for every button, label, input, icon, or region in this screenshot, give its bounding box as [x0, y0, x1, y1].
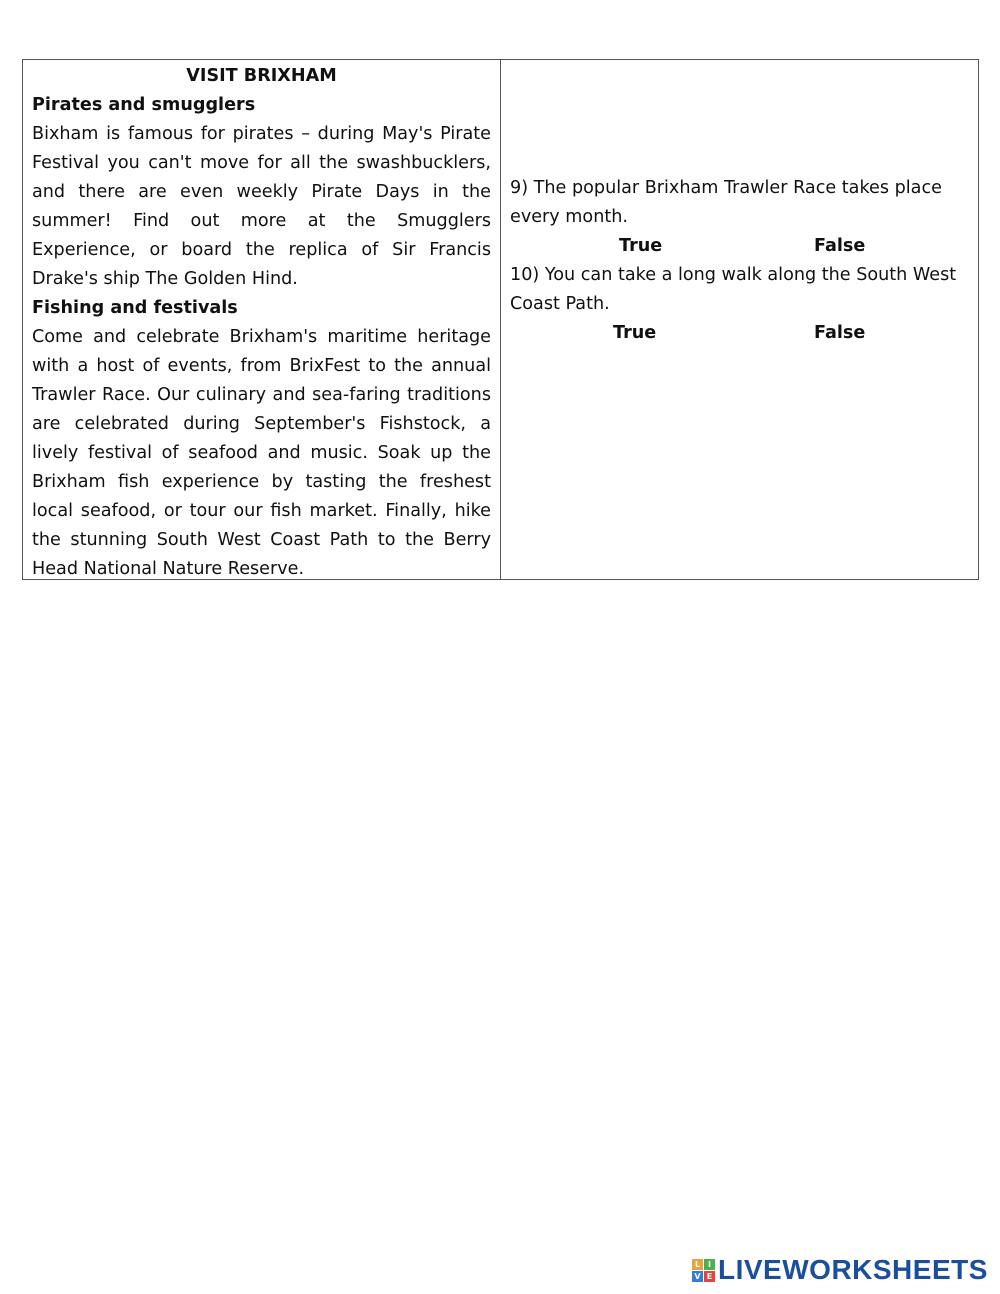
section-heading-fishing: Fishing and festivals	[32, 298, 238, 318]
false-option[interactable]: False	[814, 236, 866, 256]
logo-mark-v: V	[692, 1271, 703, 1282]
false-option[interactable]: False	[814, 323, 866, 343]
liveworksheets-logo	[692, 1254, 988, 1286]
logo-mark-e: E	[704, 1271, 715, 1282]
true-option[interactable]: True	[613, 323, 657, 343]
true-option[interactable]: True	[619, 236, 663, 256]
logo-mark-l: L	[692, 1259, 703, 1270]
logo-mark-i: I	[704, 1259, 715, 1270]
worksheet-table	[22, 59, 979, 580]
question-text: 9) The popular Brixham Trawler Race takes place every month.	[510, 178, 942, 227]
true-false-options	[510, 319, 969, 348]
logo-mark-icon	[692, 1259, 715, 1282]
true-false-options	[510, 232, 969, 261]
question-text: 10) You can take a long walk along the South West Coast Path.	[510, 265, 957, 314]
reading-title: VISIT BRIXHAM	[186, 66, 337, 86]
questions-column	[501, 60, 978, 579]
question-10	[510, 261, 969, 348]
reading-column	[23, 60, 501, 579]
question-9	[510, 174, 969, 261]
section-heading-pirates: Pirates and smugglers	[32, 95, 256, 115]
logo-text: LIVEWORKSHEETS	[718, 1254, 988, 1285]
section-text-pirates: Bixham is famous for pirates – during May's Pirate Festival you can't move for all the swashbucklers, and there are even weekly Pirate Days in the summer! Find out more at the Smugglers Experience, or board the replica of Sir Francis Drake's ship The Golden Hind.	[32, 124, 491, 289]
section-text-fishing: Come and celebrate Brixham's maritime heritage with a host of events, from BrixFest to the annual Trawler Race. Our culinary and sea-faring traditions are celebrated during September's Fishstock, a lively festival of seafood and music. Soak up the Brixham fish experience by tasting the freshest local seafood, or tour our fish market. Finally, hike the stunning South West Coast Path to the Berry Head National Nature Reserve.	[32, 327, 491, 579]
